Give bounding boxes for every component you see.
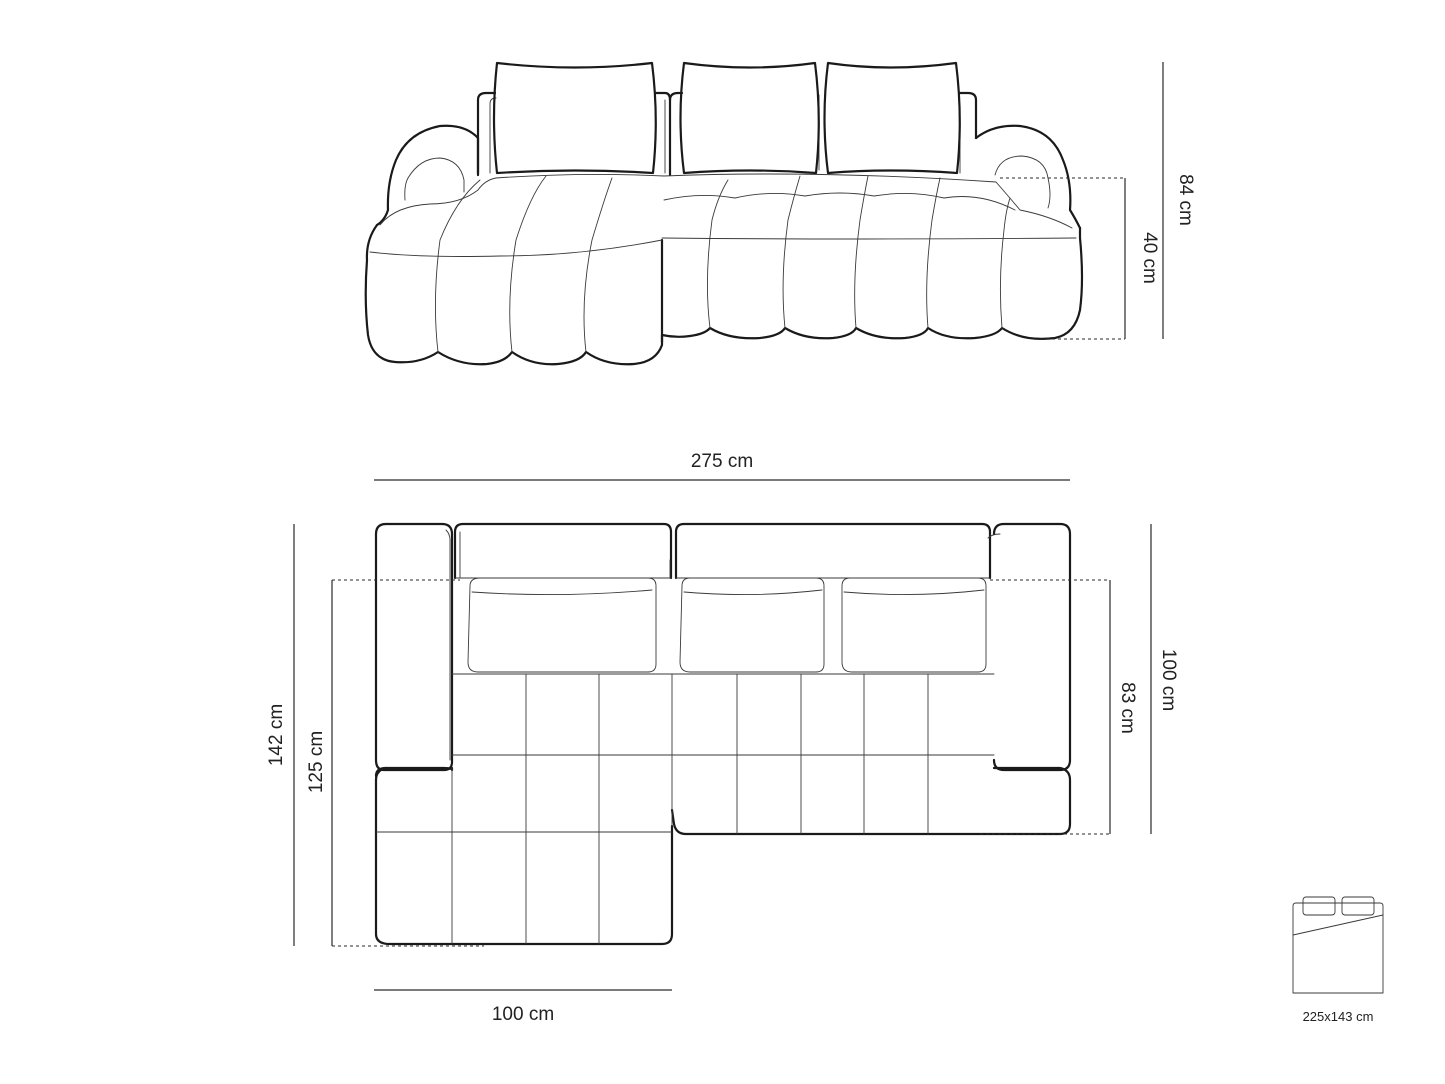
total-height-label: 84 cm xyxy=(1175,174,1196,226)
sofa-seat-depth-label: 83 cm xyxy=(1117,682,1138,734)
bed-size-label: 225x143 cm xyxy=(1302,1009,1374,1024)
pillow-left xyxy=(494,63,656,173)
chaise-module xyxy=(366,174,664,364)
seat-height-label: 40 cm xyxy=(1139,232,1160,284)
top-pillow-left xyxy=(468,578,656,672)
top-seat-grid xyxy=(376,674,994,944)
top-pillow-middle xyxy=(680,578,824,672)
chaise-depth-label: 142 cm xyxy=(266,703,287,767)
top-pillow-right xyxy=(842,578,986,672)
back-panel xyxy=(478,93,976,175)
total-width-label: 275 cm xyxy=(690,451,754,472)
top-dimensions xyxy=(294,480,1151,990)
sofa-depth-label: 100 cm xyxy=(1158,648,1179,712)
pillow-middle xyxy=(681,63,819,173)
left-arm xyxy=(377,126,478,225)
top-back-detail xyxy=(446,530,1000,760)
front-view xyxy=(366,62,1196,364)
top-view xyxy=(266,451,1179,1025)
main-module xyxy=(662,174,1082,342)
chaise-seat-depth-label: 125 cm xyxy=(306,730,327,794)
top-outline xyxy=(376,524,1070,944)
pillow-right xyxy=(825,63,960,173)
chaise-width-label: 100 cm xyxy=(491,1004,555,1025)
right-arm xyxy=(976,126,1080,228)
bed-icon xyxy=(1293,897,1383,1024)
